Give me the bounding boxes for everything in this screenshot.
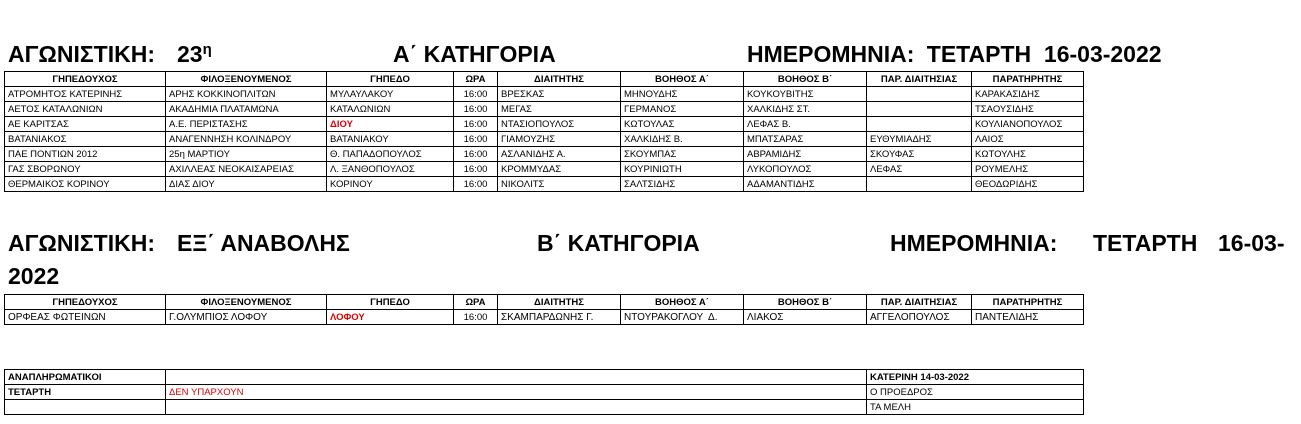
round-number: 23 — [177, 41, 203, 67]
table-row — [5, 162, 1084, 177]
date-value-part: 2022 — [8, 263, 60, 289]
footer-row — [5, 400, 1084, 415]
date-day: ΤΕΤΑΡΤΗ — [1093, 230, 1198, 256]
column-header: ΓΗΠΕΔΟ — [327, 72, 454, 87]
column-header: ΒΟΗΘΟΣ Β΄ — [744, 72, 867, 87]
table-row — [5, 147, 1084, 162]
section-a-date — [747, 40, 1162, 68]
cell-home: ΒΑΤΑΝΙΑΚΟΣ — [5, 132, 166, 147]
competition-label: ΑΓΩΝΙΣΤΙΚΗ: — [8, 41, 155, 67]
cell-time: 16:00 — [454, 177, 498, 192]
section-b-date-part1 — [1218, 229, 1284, 257]
cell-stadium: ΒΑΤΑΝΙΑΚΟΥ — [327, 132, 454, 147]
cell-home: ΘΕΡΜΑΙΚΟΣ ΚΟΡΙΝΟΥ — [5, 177, 166, 192]
cell-assistant-a: ΣΚΟΥΜΠΑΣ — [621, 147, 744, 162]
table-header-row — [5, 295, 1084, 310]
round-suffix: η — [202, 41, 212, 58]
date-value: ΤΕΤΑΡΤΗ 16-03-2022 — [926, 41, 1162, 67]
table-header-row — [5, 72, 1084, 87]
cell-time: 16:00 — [454, 87, 498, 102]
cell-assistant-b: ΑΔΑΜΑΝΤΙΔΗΣ — [744, 177, 867, 192]
cell-assistant-a: ΚΩΤΟΥΛΑΣ — [621, 117, 744, 132]
competition-label: ΑΓΩΝΙΣΤΙΚΗ: — [8, 230, 155, 256]
column-header: ΔΙΑΙΤΗΤΗΣ — [498, 72, 621, 87]
column-header: ΦΙΛΟΞΕΝΟΥΜΕΝΟΣ — [166, 295, 327, 310]
cell-referee: ΜΕΓΑΣ — [498, 102, 621, 117]
column-header: ΒΟΗΘΟΣ Α΄ — [621, 295, 744, 310]
cell-away: ΔΙΑΣ ΔΙΟΥ — [166, 177, 327, 192]
column-header: ΠΑΡ. ΔΙΑΙΤΗΣΙΑΣ — [867, 72, 972, 87]
cell-time: 16:00 — [454, 310, 498, 325]
cell-time: 16:00 — [454, 132, 498, 147]
cell-assistant-b: ΚΟΥΚΟΥΒΙΤΗΣ — [744, 87, 867, 102]
cell-ref-observer: ΑΓΓΕΛΟΠΟΥΛΟΣ — [867, 310, 972, 325]
column-header: ΩΡΑ — [454, 72, 498, 87]
section-b-schedule-table — [4, 294, 1084, 325]
none-text: ΔΕΝ ΥΠΑΡΧΟΥΝ — [166, 385, 867, 400]
empty-cell — [5, 400, 166, 415]
column-header: ΔΙΑΙΤΗΤΗΣ — [498, 295, 621, 310]
cell-stadium: ΚΑΤΑΛΩΝΙΩΝ — [327, 102, 454, 117]
president-label: Ο ΠΡΟΕΔΡΟΣ — [867, 385, 1084, 400]
column-header: ΠΑΡ. ΔΙΑΙΤΗΣΙΑΣ — [867, 295, 972, 310]
substitutes-label: ΑΝΑΠΛΗΡΩΜΑΤΙΚΟΙ — [5, 370, 166, 385]
cell-assistant-a: ΜΗΝΟΥΔΗΣ — [621, 87, 744, 102]
round-label: ΕΞ΄ ΑΝΑΒΟΛΗΣ — [177, 230, 350, 256]
cell-observer: ΘΕΟΔΩΡΙΔΗΣ — [972, 177, 1084, 192]
cell-home: ΑΕ ΚΑΡΙΤΣΑΣ — [5, 117, 166, 132]
section-a-round — [177, 40, 212, 72]
section-b-category — [537, 229, 700, 257]
cell-assistant-a: ΧΑΛΚΙΔΗΣ Β. — [621, 132, 744, 147]
cell-away: ΑΡΗΣ ΚΟΚΚΙΝΟΠΛΙΤΩΝ — [166, 87, 327, 102]
cell-ref-observer: ΣΚΟΥΦΑΣ — [867, 147, 972, 162]
cell-observer: ΚΩΤΟΥΛΗΣ — [972, 147, 1084, 162]
cell-referee: ΒΡΕΣΚΑΣ — [498, 87, 621, 102]
column-header: ΠΑΡΑΤΗΡΗΤΗΣ — [972, 72, 1084, 87]
section-a-category — [393, 40, 556, 68]
footer-row — [5, 385, 1084, 400]
section-b-date-day — [1093, 229, 1197, 257]
column-header: ΓΗΠΕΔΟ — [327, 295, 454, 310]
cell-observer: ΡΟΥΜΕΛΗΣ — [972, 162, 1084, 177]
column-header: ΓΗΠΕΔΟΥΧΟΣ — [5, 295, 166, 310]
cell-away: ΑΚΑΔΗΜΙΑ ΠΛΑΤΑΜΩΝΑ — [166, 102, 327, 117]
cell-time: 16:00 — [454, 147, 498, 162]
category-label: Β΄ ΚΑΤΗΓΟΡΙΑ — [537, 230, 700, 256]
cell-away: Γ.ΟΛΥΜΠΙΟΣ ΛΟΦΟΥ — [166, 310, 327, 325]
empty-cell — [166, 400, 867, 415]
cell-away: ΑΧΙΛΛΕΑΣ ΝΕΟΚΑΙΣΑΡΕΙΑΣ — [166, 162, 327, 177]
column-header: ΩΡΑ — [454, 295, 498, 310]
members-label: ΤΑ ΜΕΛΗ — [867, 400, 1084, 415]
cell-observer: ΚΑΡΑΚΑΣΙΔΗΣ — [972, 87, 1084, 102]
cell-assistant-b: ΑΒΡΑΜΙΔΗΣ — [744, 147, 867, 162]
cell-stadium: Λ. ΞΑΝΘΟΠΟΥΛΟΣ — [327, 162, 454, 177]
cell-home: ΠΑΕ ΠΟΝΤΙΩΝ 2012 — [5, 147, 166, 162]
cell-assistant-b: ΛΥΚΟΠΟΥΛΟΣ — [744, 162, 867, 177]
cell-assistant-b: ΜΠΑΤΣΑΡΑΣ — [744, 132, 867, 147]
column-header: ΒΟΗΘΟΣ Α΄ — [621, 72, 744, 87]
cell-stadium: ΚΟΡΙΝΟΥ — [327, 177, 454, 192]
cell-observer: ΚΟΥΛΙΑΝΟΠΟΥΛΟΣ — [972, 117, 1084, 132]
cell-home: ΑΤΡΟΜΗΤΟΣ ΚΑΤΕΡΙΝΗΣ — [5, 87, 166, 102]
place-date: ΚΑΤΕΡΙΝΗ 14-03-2022 — [867, 370, 1084, 385]
section-b-round — [177, 229, 350, 257]
cell-away: Α.Ε. ΠΕΡΙΣΤΑΣΗΣ — [166, 117, 327, 132]
cell-stadium: ΜΥΛΑΥΛΑΚΟΥ — [327, 87, 454, 102]
table-row — [5, 87, 1084, 102]
section-a-schedule-table — [4, 71, 1084, 192]
date-value-part: 16-03- — [1218, 230, 1285, 256]
cell-assistant-a: ΚΟΥΡΙΝΙΩΤΗ — [621, 162, 744, 177]
cell-assistant-a: ΣΑΛΤΣΙΔΗΣ — [621, 177, 744, 192]
cell-ref-observer: ΕΥΘΥΜΙΑΔΗΣ — [867, 132, 972, 147]
cell-referee: ΚΡΟΜΜΥΔΑΣ — [498, 162, 621, 177]
table-row — [5, 177, 1084, 192]
table-row — [5, 117, 1084, 132]
section-b-title — [8, 229, 155, 257]
cell-away: ΑΝΑΓΕΝΝΗΣΗ ΚΟΛΙΝΔΡΟΥ — [166, 132, 327, 147]
cell-ref-observer — [867, 102, 972, 117]
cell-away: 25η ΜΑΡΤΙΟΥ — [166, 147, 327, 162]
empty-cell — [166, 370, 867, 385]
cell-ref-observer: ΛΕΦΑΣ — [867, 162, 972, 177]
cell-time: 16:00 — [454, 102, 498, 117]
date-label: ΗΜΕΡΟΜΗΝΙΑ: — [890, 230, 1058, 256]
cell-ref-observer — [867, 177, 972, 192]
cell-referee: ΝΤΑΣΙΟΠΟΥΛΟΣ — [498, 117, 621, 132]
column-header: ΠΑΡΑΤΗΡΗΤΗΣ — [972, 295, 1084, 310]
cell-assistant-b: ΧΑΛΚΙΔΗΣ ΣΤ. — [744, 102, 867, 117]
cell-observer: ΛΑΙΟΣ — [972, 132, 1084, 147]
cell-stadium: Θ. ΠΑΠΑΔΟΠΟΥΛΟΣ — [327, 147, 454, 162]
cell-assistant-a: ΓΕΡΜΑΝΟΣ — [621, 102, 744, 117]
cell-referee: ΑΣΛΑΝΙΔΗΣ Α. — [498, 147, 621, 162]
cell-observer: ΠΑΝΤΕΛΙΔΗΣ — [972, 310, 1084, 325]
column-header: ΒΟΗΘΟΣ Β΄ — [744, 295, 867, 310]
footer-row — [5, 370, 1084, 385]
cell-stadium: ΔΙΟΥ — [327, 117, 454, 132]
cell-home: ΟΡΦΕΑΣ ΦΩΤΕΙΝΩΝ — [5, 310, 166, 325]
section-b-date-part2 — [8, 262, 59, 290]
cell-time: 16:00 — [454, 162, 498, 177]
column-header: ΓΗΠΕΔΟΥΧΟΣ — [5, 72, 166, 87]
cell-time: 16:00 — [454, 117, 498, 132]
cell-referee: ΓΙΑΜΟΥΖΗΣ — [498, 132, 621, 147]
cell-assistant-b: ΛΙΑΚΟΣ — [744, 310, 867, 325]
cell-referee: ΣΚΑΜΠΑΡΔΩΝΗΣ Γ. — [498, 310, 621, 325]
day-label: ΤΕΤΑΡΤΗ — [5, 385, 166, 400]
date-label: ΗΜΕΡΟΜΗΝΙΑ: — [747, 41, 915, 67]
column-header: ΦΙΛΟΞΕΝΟΥΜΕΝΟΣ — [166, 72, 327, 87]
footer-table — [4, 369, 1084, 415]
cell-assistant-a: ΝΤΟΥΡΑΚΟΓΛΟΥ Δ. — [621, 310, 744, 325]
cell-ref-observer — [867, 117, 972, 132]
section-a-title — [8, 40, 155, 68]
cell-stadium: ΛΟΦΟΥ — [327, 310, 454, 325]
cell-home: ΑΕΤΟΣ ΚΑΤΑΛΩΝΙΩΝ — [5, 102, 166, 117]
section-b-date — [890, 229, 1057, 257]
cell-ref-observer — [867, 87, 972, 102]
table-row — [5, 310, 1084, 325]
cell-observer: ΤΣΑΟΥΣΙΔΗΣ — [972, 102, 1084, 117]
table-row — [5, 102, 1084, 117]
cell-home: ΓΑΣ ΣΒΟΡΩΝΟΥ — [5, 162, 166, 177]
category-label: Α΄ ΚΑΤΗΓΟΡΙΑ — [393, 41, 556, 67]
table-row — [5, 132, 1084, 147]
cell-referee: ΝΙΚΟΛΙΤΣ — [498, 177, 621, 192]
cell-assistant-b: ΛΕΦΑΣ Β. — [744, 117, 867, 132]
